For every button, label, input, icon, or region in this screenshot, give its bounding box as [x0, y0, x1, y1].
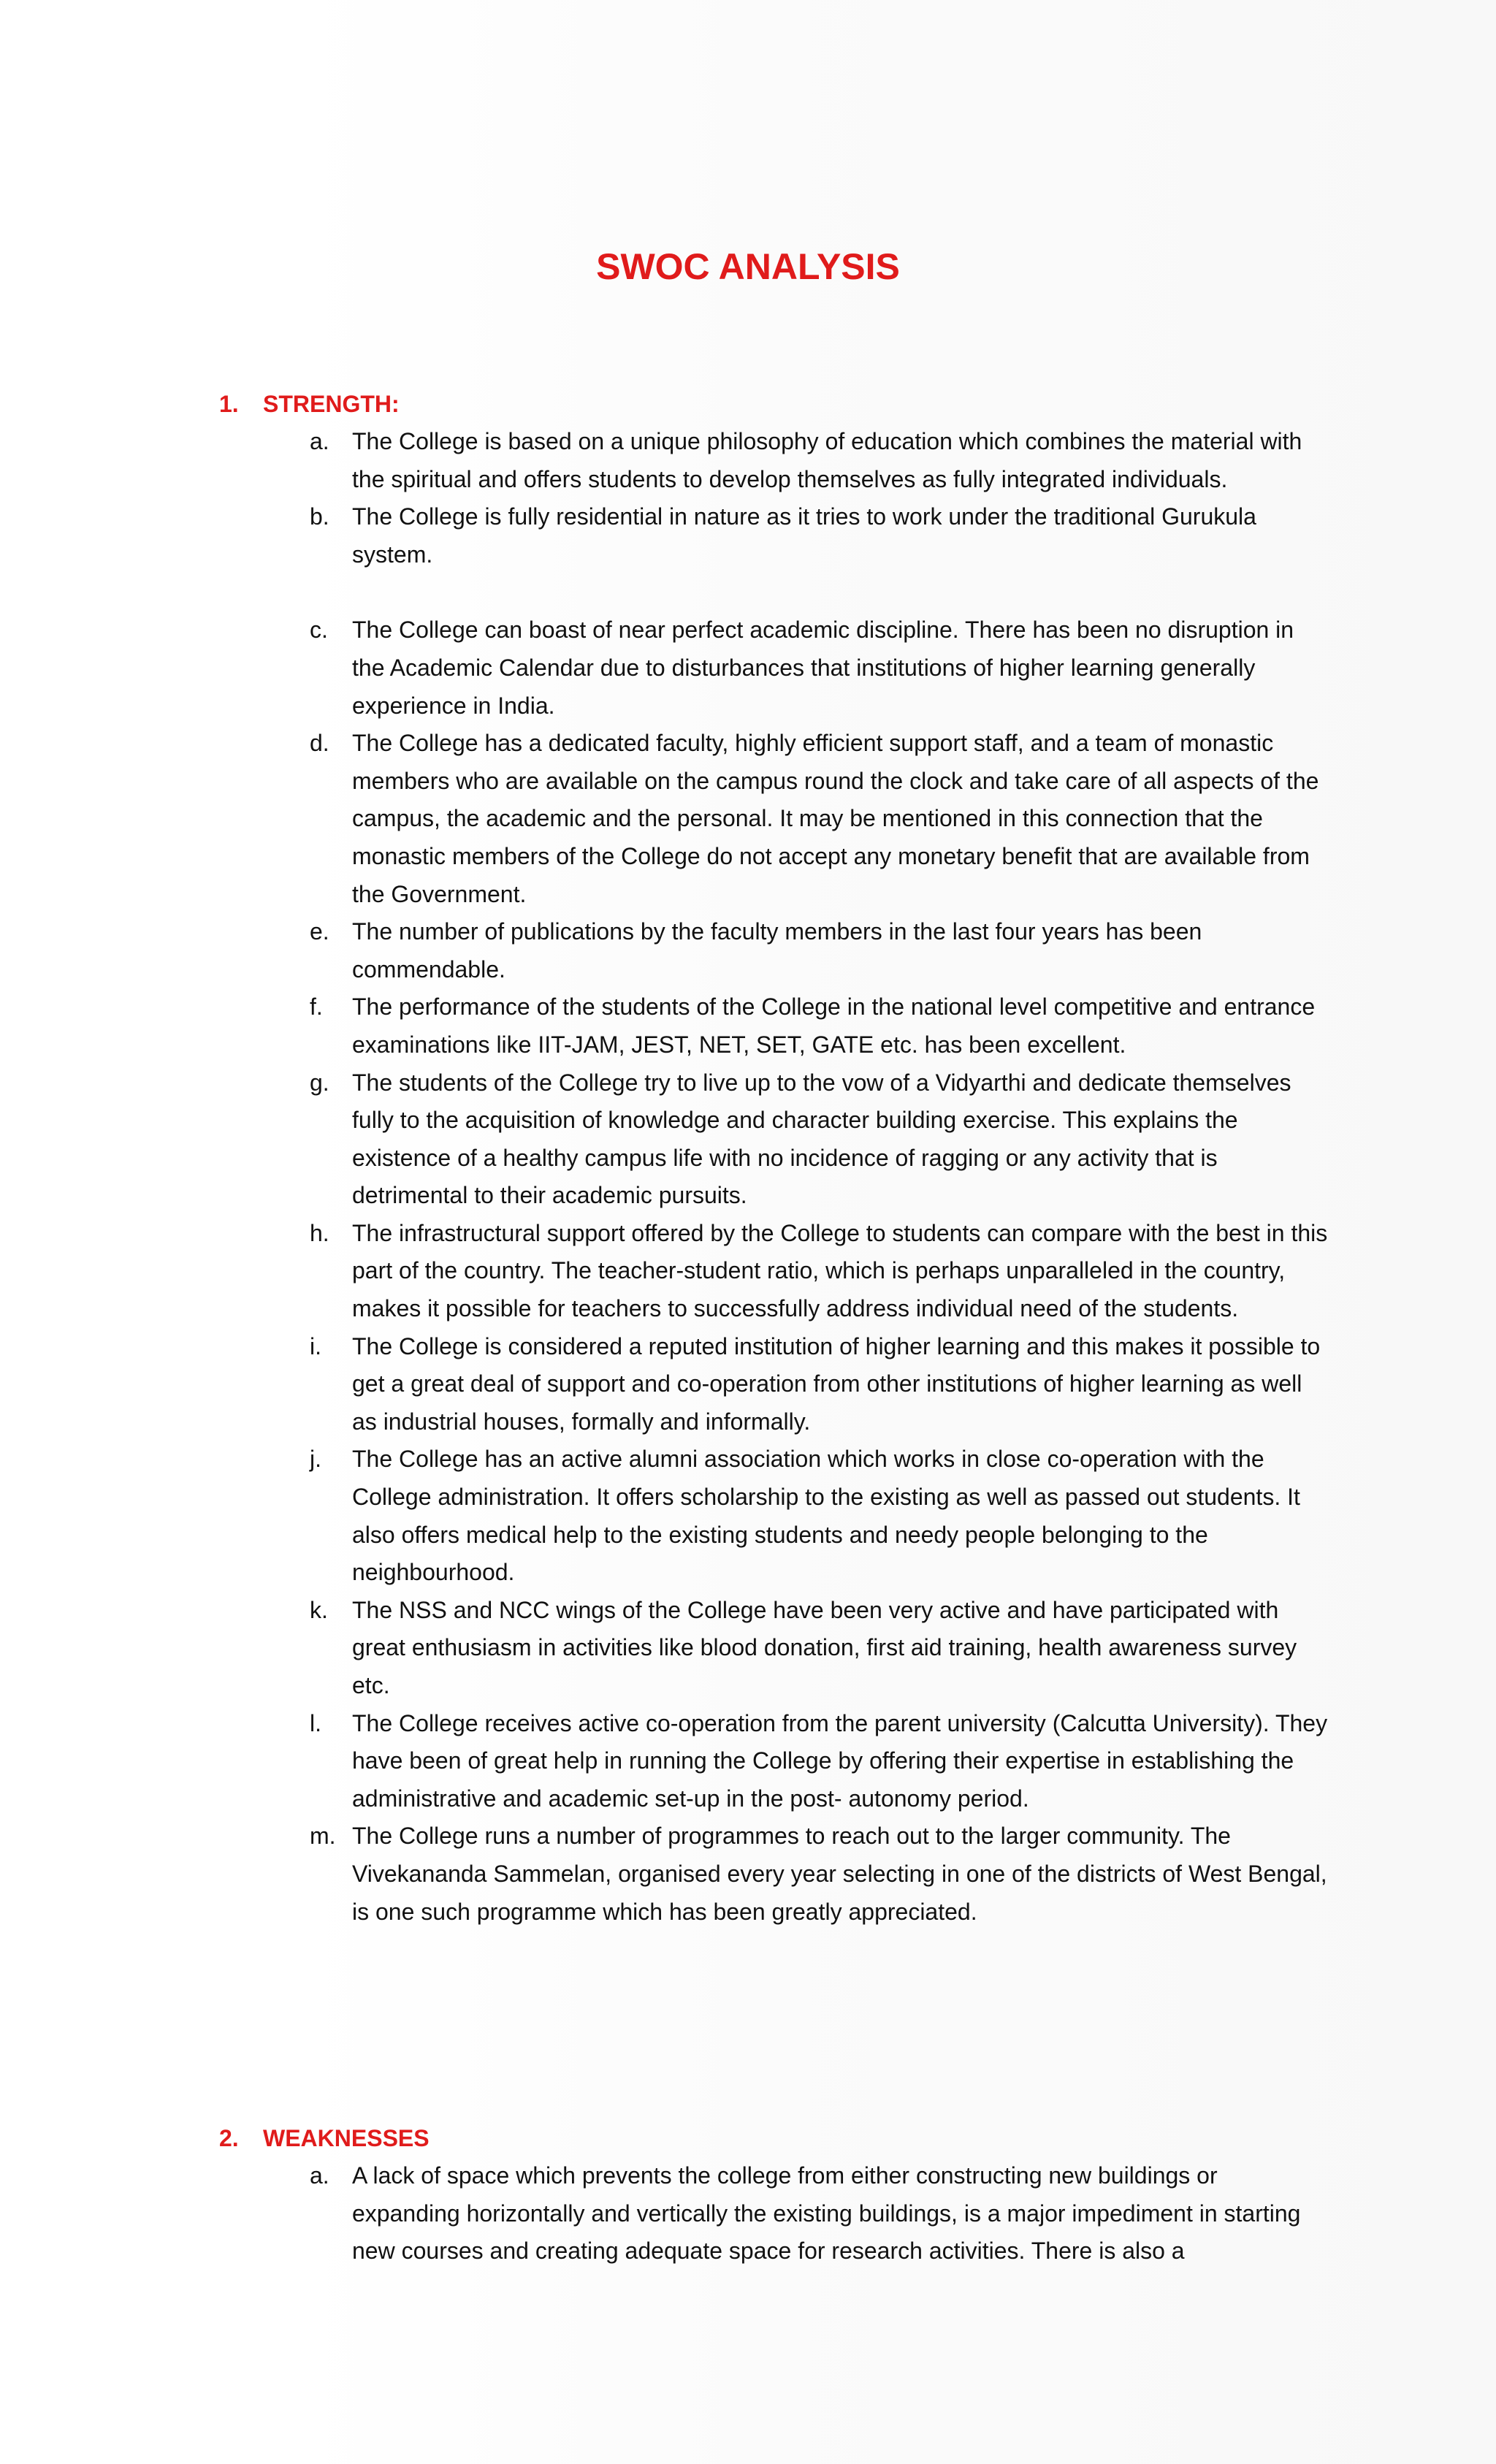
list-item-text: The College has an active alumni association which works in close co-operation with the College administration. It offers scholarship to the existing as well as passed out students. It also offers medical help to the existing students and needy people belonging to the neighbourhood. — [352, 1446, 1300, 1586]
section-number: 1. — [219, 391, 239, 417]
list-item-text: The College is based on a unique philosophy of education which combines the material with the spiritual and offers students to develop themselves as fully integrated individuals. — [352, 428, 1302, 492]
list-item — [219, 1215, 1329, 1328]
list-marker: j. — [310, 1446, 321, 1473]
list-item-text: The College has a dedicated faculty, highly efficient support staff, and a team of monastic members who are available on the campus round the clock and take care of all aspects of the campus, the academic and the personal. It may be mentioned in this connection that the monastic members of the College do not accept any monetary benefit that are available from the Government. — [352, 730, 1319, 907]
list-item — [219, 1705, 1329, 1818]
list-item-text: The students of the College try to live up to the vow of a Vidyarthi and dedicate themselves fully to the acquisition of knowledge and character building exercise. This explains the existence of a healthy campus life with no incidence of ragging or any activity that is detrimental to their academic pursuits. — [352, 1069, 1291, 1209]
section-title: STRENGTH: — [263, 391, 400, 417]
list-item — [219, 988, 1329, 1064]
section-title: WEAKNESSES — [263, 2125, 430, 2151]
list-marker: b. — [310, 503, 329, 530]
list-marker: g. — [310, 1069, 329, 1096]
list-item — [219, 1818, 1329, 1931]
list-marker: c. — [310, 617, 328, 644]
page-title: SWOC ANALYSIS — [596, 246, 900, 287]
list-item-text: The College is fully residential in nature as it tries to work under the traditional Gurukula system. — [352, 503, 1256, 568]
list-marker: k. — [310, 1596, 328, 1623]
section-strength — [219, 385, 1329, 1931]
list-marker: f. — [310, 993, 323, 1021]
list-item-text: The College runs a number of programmes to reach out to the larger community. The Vivekananda Sammelan, organised every year selecting in one of the districts of West Bengal, is one such programme which has been greatly appreciated. — [352, 1823, 1327, 1925]
list-item-text: The College is considered a reputed institution of higher learning and this makes it possible to get a great deal of support and co-operation from other institutions of higher learning as well as industrial houses, formally and informally. — [352, 1332, 1321, 1435]
weaknesses-list — [219, 2157, 1329, 2270]
list-item — [219, 423, 1329, 498]
section-heading — [219, 2119, 1329, 2157]
list-item — [219, 1592, 1329, 1705]
list-item — [219, 1328, 1329, 1441]
list-item-text: The College receives active co-operation from the parent university (Calcutta University). They have been of great help in running the College by offering their expertise in establishing the administrative and academic set-up in the post- autonomy period. — [352, 1709, 1328, 1812]
list-item-text: The infrastructural support offered by the College to students can compare with the best in this part of the country. The teacher-student ratio, which is perhaps unparalleled in the country, makes it possible for teachers to successfully address individual need of the students. — [352, 1219, 1328, 1322]
strength-list — [219, 423, 1329, 1931]
list-marker: a. — [310, 2162, 329, 2189]
list-item — [219, 1441, 1329, 1591]
list-item — [219, 2157, 1329, 2270]
list-marker: h. — [310, 1219, 329, 1246]
list-item-text: The NSS and NCC wings of the College have been very active and have participated with great enthusiasm in activities like blood donation, first aid training, health awareness survey etc. — [352, 1596, 1297, 1698]
list-marker: l. — [310, 1709, 321, 1736]
list-marker: d. — [310, 730, 329, 757]
list-marker: e. — [310, 918, 329, 945]
list-marker: m. — [310, 1823, 336, 1850]
list-item — [219, 611, 1329, 725]
list-item-text: The College can boast of near perfect academic discipline. There has been no disruption in the Academic Calendar due to disturbances that institutions of higher learning generally experience in India. — [352, 617, 1294, 719]
list-marker: i. — [310, 1332, 321, 1359]
list-item-text: A lack of space which prevents the college from either constructing new buildings or expanding horizontally and vertically the existing buildings, is a major impediment in starting new courses and creating adequate space for research activities. There is also a — [352, 2162, 1301, 2265]
list-item — [219, 913, 1329, 988]
section-number: 2. — [219, 2125, 239, 2151]
section-heading — [219, 385, 1329, 423]
list-marker: a. — [310, 428, 329, 454]
list-item-text: The performance of the students of the College in the national level competitive and entrance examinations like IIT-JAM, JEST, NET, SET, GATE etc. has been excellent. — [352, 993, 1316, 1058]
list-item — [219, 1064, 1329, 1215]
list-item — [219, 498, 1329, 573]
section-weaknesses — [219, 2119, 1329, 2270]
list-item — [219, 725, 1329, 913]
list-item-text: The number of publications by the faculty members in the last four years has been commendable. — [352, 918, 1202, 983]
